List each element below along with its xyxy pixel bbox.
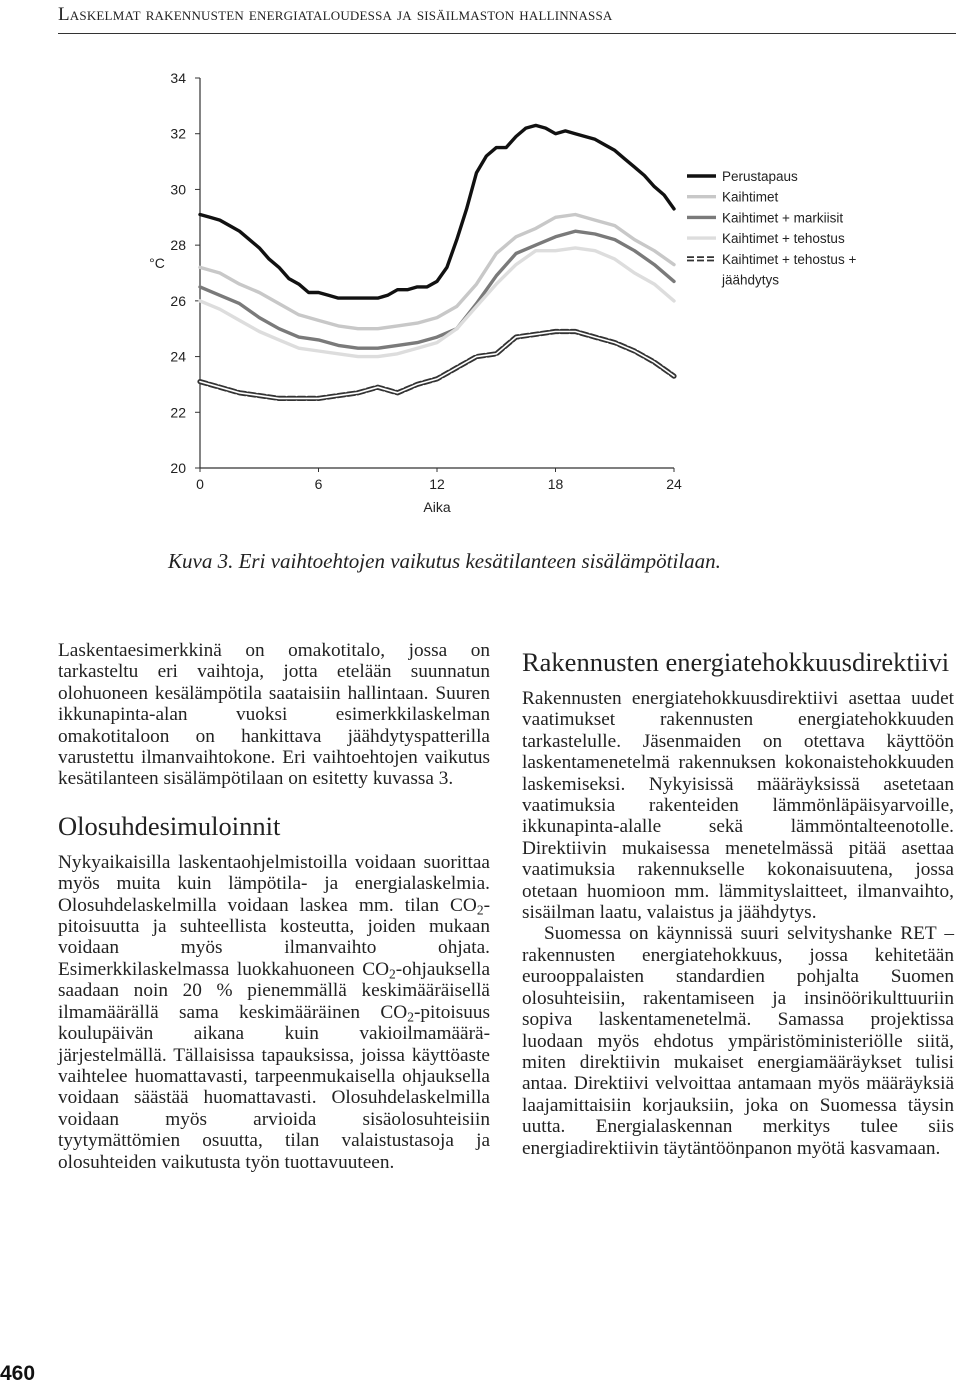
co2-subscript: 2 — [389, 966, 396, 982]
olosuhde-text-2: -pitoisuutta ja suhteellista kosteutta, joiden mukaan voidaan myös ilmanvaihto ohjata. Esimerkkilaskelmassa luokkahuoneen CO — [58, 894, 490, 980]
temperature-chart — [0, 40, 960, 525]
legend — [687, 169, 856, 288]
right-column — [522, 648, 954, 1159]
legend-label: Kaihtimet — [722, 189, 779, 205]
y-tick-label: 28 — [170, 237, 186, 254]
series-line-0 — [200, 125, 674, 298]
direktiivi-paragraph-1: Rakennusten energiatehokkuusdirektiivi asettaa uudet vaatimukset rakennusten energiatehokkuuden tarkastelulle. Jäsenmaiden on otettava käyttöön laskentamenetelmä rakennuksen kokonaistehokkuuden laskemiseksi. Nykyisissä määräyksissä asetetaan vaatimuksia rakenteiden lämmönläpäisyarvoille, ikkunapinta-alalle sekä lämmöntalteenotolle. Direktiivin mukaisessa menetelmässä pitää asettaa vaatimuksia rakennukselle kokonaisuutena, jossa otetaan huomioon mm. lämmityslaitteet, ilmanvaihto, sisäilman laatu, valaistus ja jäähdytys. — [522, 688, 954, 924]
intro-paragraph: Laskentaesimerkkinä on omakotitalo, jossa on tarkasteltu eri vaihtoja, jotta etelään suunnatun olohuoneen kesälämpötila saataisiin hallintaan. Suuren ikkunapinta-alan vuoksi esimerkkilaskelman omakotitaloon on hankittava jäähdytyspatterilla varustettu ilmanvaihtokone. Eri vaihtoehtojen vaikutus kesätilanteen sisälämpötilaan on esitetty kuvassa 3. — [58, 640, 490, 790]
y-axis — [149, 70, 200, 476]
y-tick-label: 30 — [170, 181, 186, 198]
y-tick-label: 24 — [170, 348, 186, 365]
olosuhde-text-1: Nykyaikaisilla laskentaohjelmistoilla voidaan suorittaa myös muita kuin lämpötila- ja energialaskelmia. Olosuhdelaskelmilla voidaan laskea mm. tilan CO — [58, 851, 490, 916]
legend-label: Kaihtimet + markiisit — [722, 210, 844, 226]
left-column — [58, 640, 490, 1173]
co2-subscript: 2 — [476, 902, 484, 918]
x-tick-label: 24 — [666, 476, 682, 492]
olosuhde-text-3: -ohjauksella saadaan noin 20 % pienemmällä keskimääräisellä ilmamäärällä sama keskimääräinen CO — [58, 958, 490, 1023]
x-tick-label: 6 — [314, 476, 323, 492]
legend-label: Perustapaus — [722, 169, 798, 184]
y-tick-label: 34 — [170, 70, 186, 86]
legend-label: Kaihtimet + tehostus — [722, 231, 845, 247]
section-heading-energiatehokkuusdirektiivi: Rakennusten energiatehokkuusdirektiivi — [522, 647, 950, 677]
figure-caption: Kuva 3. Eri vaihtoehtojen vaikutus kesätilanteen sisälämpötilaan. — [168, 549, 721, 573]
direktiivi-paragraph-2: Suomessa on käynnissä suuri selvityshanke RET – rakennusten energiatehokkuus, jossa kehitetään eurooppalaisten standardien pohjalta Suomen olosuhteisiin, rakentamiseen ja insinöörikulttuuriin sopiva laskentamenetelmä. Samassa projektissa luodaan myös ehdotus ympäristöministeriölle siitä, miten direktiivin mukaiset energiamääräykset tulisi antaa. Direktiivi velvoittaa antamaan myös määräyksiä laajamittaisiin korjauksiin, joka on Suomessa täysin uutta. Energialaskennan merkitys tulee siis energiadirektiivin täytäntöönpanon myötä kasvamaan. — [522, 923, 954, 1159]
x-tick-label: 0 — [196, 476, 204, 492]
y-axis-label: °C — [149, 255, 165, 271]
co2-subscript: 2 — [407, 1009, 414, 1025]
x-axis — [196, 468, 682, 515]
series-line-2 — [200, 231, 674, 348]
olosuhde-text-4: -pitoisuus koulupäivän aikana kuin vakioilmamäärä-järjestelmällä. Tällaisissa tapauksissa, joissa käyttöaste vaihtelee huomattavasti, tarpeenmukaisella ohjauksella voidaan säästää huomattavasti. Olosuhdelaskelmilla voidaan myös arvioida sisäolosuhteisiin tyytymättömien osuutta, tilan valaistustasoja ja olosuhteiden vaikutusta työn tuottavuuteen. — [58, 1001, 490, 1173]
section-heading-olosuhdesimuloinnit: Olosuhdesimuloinnit — [58, 810, 281, 841]
page-number: 460 — [0, 1362, 36, 1385]
legend-label: jäähdytys — [722, 272, 780, 288]
series-line-1 — [200, 215, 674, 329]
y-tick-label: 26 — [170, 292, 186, 309]
y-tick-label: 20 — [170, 460, 186, 476]
running-head: Laskelmat rakennusten energiataloudessa ja sisäilmaston hallinnassa — [58, 4, 613, 25]
series-group — [200, 125, 674, 398]
x-axis-label: Aika — [423, 499, 451, 515]
legend-label: Kaihtimet + tehostus + — [722, 251, 857, 267]
y-tick-label: 22 — [170, 404, 186, 421]
y-tick-label: 32 — [170, 125, 186, 142]
x-tick-label: 12 — [429, 476, 445, 492]
olosuhde-paragraph — [58, 852, 490, 1173]
header-rule — [58, 33, 956, 34]
x-tick-label: 18 — [547, 476, 564, 492]
